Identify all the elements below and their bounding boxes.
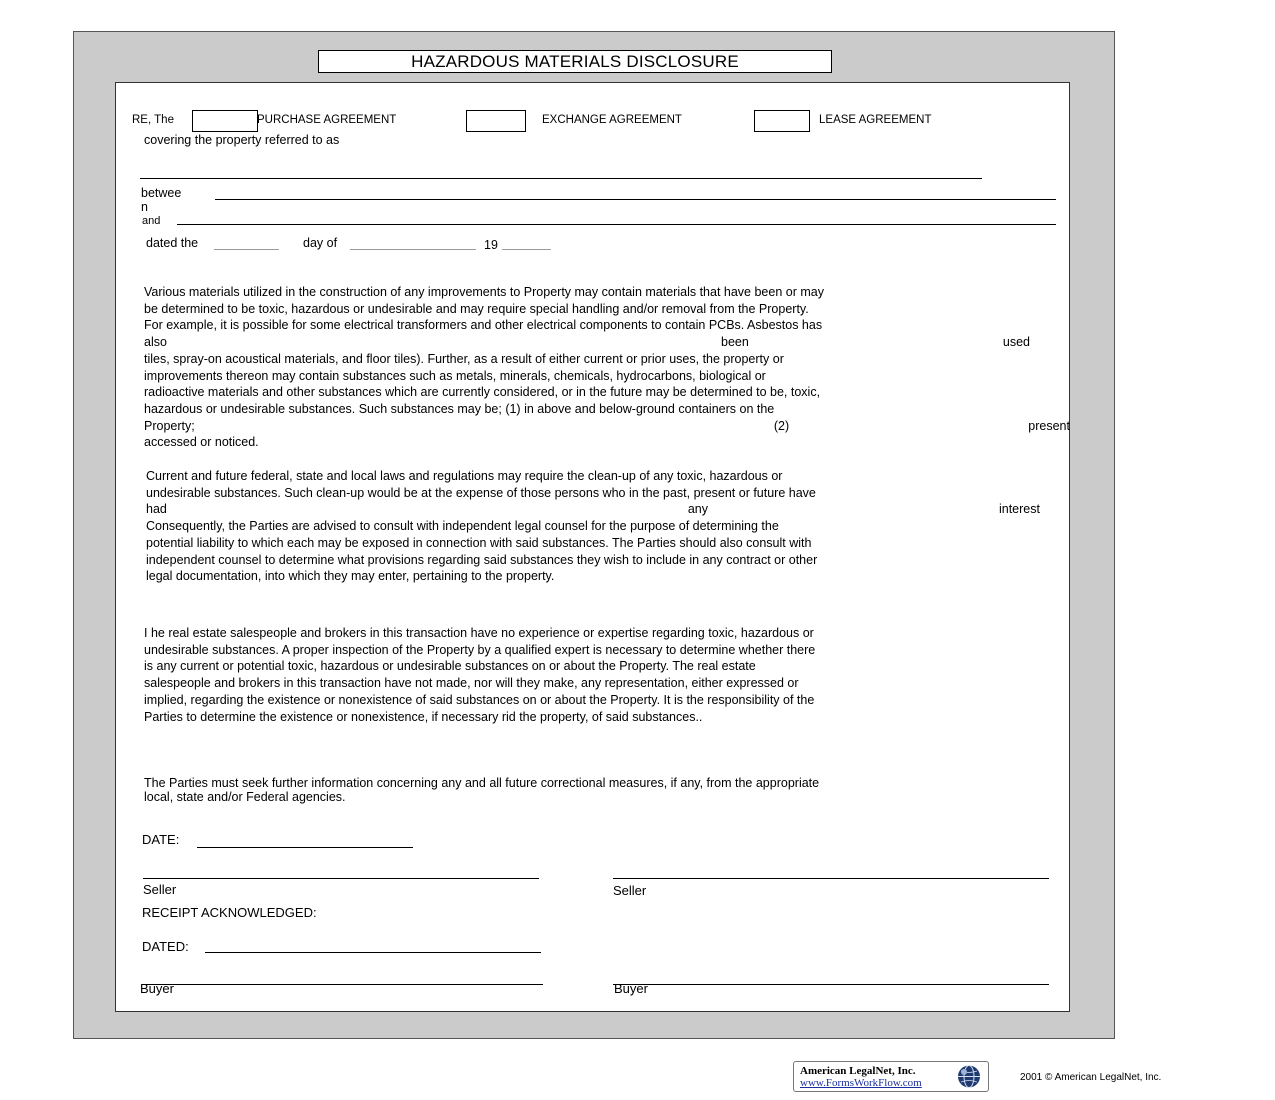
company-name: American LegalNet, Inc. bbox=[800, 1065, 916, 1077]
copyright: 2001 © American LegalNet, Inc. bbox=[1020, 1072, 1162, 1083]
para4-line-2: local, state and/or Federal agencies. bbox=[144, 789, 346, 804]
para1-line-4: tiles, spray-on acoustical materials, and floor tiles). Further, as a result of either current or prior uses, the property or bbox=[144, 351, 784, 366]
paragraph-agencies bbox=[144, 777, 1049, 804]
buyer-signature-left[interactable] bbox=[143, 984, 543, 985]
dated-label: DATED: bbox=[142, 939, 189, 954]
date-label: DATE: bbox=[142, 832, 180, 847]
globe-logo-icon bbox=[951, 1063, 987, 1090]
purchase-label: PURCHASE AGREEMENT bbox=[257, 114, 397, 126]
dated-day-field[interactable] bbox=[214, 249, 279, 250]
para3-line-4: salespeople and brokers in this transaction have not made, nor will they make, any representation, either expressed or bbox=[144, 676, 799, 691]
covering-label: covering the property referred to as bbox=[144, 133, 340, 147]
lease-checkbox[interactable] bbox=[754, 110, 810, 132]
para1-line-2: be determined to be toxic, hazardous or undesirable and may require special handling and/or removal from the Property. bbox=[144, 301, 809, 316]
seller-signature-right[interactable] bbox=[613, 878, 1049, 879]
seller-label-right: Seller bbox=[613, 883, 647, 898]
date-field[interactable] bbox=[197, 847, 413, 848]
between-field[interactable] bbox=[215, 199, 1056, 200]
between-label-1: betwee bbox=[141, 186, 182, 200]
para3-line-1: I he real estate salespeople and brokers in this transaction have no experience or expertise regarding toxic, hazardous or bbox=[144, 626, 814, 640]
para2-gap-line: had any interest bbox=[146, 502, 1040, 517]
month-field[interactable] bbox=[350, 249, 476, 250]
para2-line-4: potential liability to which each may be exposed in connection with said substances. The Parties should also consult with bbox=[146, 535, 812, 550]
and-field[interactable] bbox=[177, 224, 1056, 225]
para2-last-line: legal documentation, into which they may enter, pertaining to the property. bbox=[146, 569, 555, 584]
buyer-signature-right[interactable] bbox=[613, 984, 1049, 985]
buyer-label-left: Buyer bbox=[140, 981, 174, 996]
company-logo[interactable] bbox=[793, 1061, 989, 1092]
para2-line-2: undesirable substances. Such clean-up would be at the expense of those persons who in the past, present or future have bbox=[146, 485, 816, 500]
year-field[interactable] bbox=[502, 249, 551, 250]
para1-last-line: accessed or noticed. bbox=[144, 435, 259, 450]
para1-line-6: radioactive materials and other substances which are currently considered, or in the future may be determined to be, toxic, bbox=[144, 385, 821, 400]
paragraph-laws bbox=[146, 468, 1060, 585]
year-prefix-label: 19 bbox=[484, 238, 498, 252]
seller-signature-left[interactable] bbox=[143, 878, 539, 879]
seller-label-left: Seller bbox=[143, 882, 177, 897]
exchange-label: EXCHANGE AGREEMENT bbox=[542, 114, 682, 126]
para3-line-5: implied, regarding the existence or nonexistence of said substances on or about the Property. It is the responsibility of the bbox=[144, 692, 815, 707]
exchange-checkbox[interactable] bbox=[466, 110, 526, 132]
para1-line-7: hazardous or undesirable substances. Such substances may be; (1) in above and below-ground containers on the bbox=[144, 401, 775, 416]
dated-field[interactable] bbox=[205, 952, 541, 953]
para2-line-1: Current and future federal, state and local laws and regulations may require the clean-up of any toxic, hazardous or bbox=[146, 469, 783, 483]
form-title: HAZARDOUS MATERIALS DISCLOSURE bbox=[318, 50, 832, 73]
para1-line-3: For example, it is possible for some electrical transformers and other electrical components to contain PCBs. Asbestos has bbox=[144, 318, 823, 333]
dated-the-label: dated the bbox=[146, 236, 199, 250]
lease-label: LEASE AGREEMENT bbox=[819, 114, 932, 126]
receipt-acknowledged-label: RECEIPT ACKNOWLEDGED: bbox=[142, 905, 317, 920]
between-label-2: n bbox=[141, 200, 148, 214]
para2-line-5: independent counsel to determine what provisions regarding said substances they wish to include in any contract or other bbox=[146, 552, 818, 567]
para3-line-3: is any current or potential toxic, hazardous or undesirable substances on or about the Property. The real estate bbox=[144, 659, 756, 674]
buyer-label-right: Buyer bbox=[614, 981, 648, 996]
paragraph-materials bbox=[144, 284, 1070, 451]
para1-gap-line-1: also been used bbox=[144, 335, 1030, 350]
para3-last-line: Parties to determine the existence or nonexistence, if necessary rid the property, of said substances.. bbox=[144, 709, 703, 724]
purchase-checkbox[interactable] bbox=[192, 110, 258, 132]
day-of-label: day of bbox=[303, 236, 338, 250]
para3-line-2: undesirable substances. A proper inspection of the Property by a qualified expert is necessary to determine whether there bbox=[144, 642, 816, 657]
para1-line-5: improvements thereon may contain substances such as metals, minerals, chemicals, hydrocarbons, biological or bbox=[144, 368, 766, 383]
re-label: RE, The bbox=[132, 114, 174, 126]
para1-line-1: Various materials utilized in the construction of any improvements to Property may contain materials that have been or may bbox=[144, 285, 824, 299]
and-label: and bbox=[142, 215, 161, 227]
paragraph-brokers bbox=[144, 625, 1049, 725]
para2-line-3: Consequently, the Parties are advised to consult with independent legal counsel for the purpose of determining the bbox=[146, 519, 779, 534]
property-field[interactable] bbox=[140, 178, 982, 179]
para1-gap-line-2: Property; (2) present bbox=[144, 418, 1070, 433]
para4-line-1: The Parties must seek further information concerning any and all future correctional measures, if any, from the appropriate bbox=[144, 776, 820, 790]
company-url[interactable]: www.FormsWorkFlow.com bbox=[800, 1077, 922, 1089]
